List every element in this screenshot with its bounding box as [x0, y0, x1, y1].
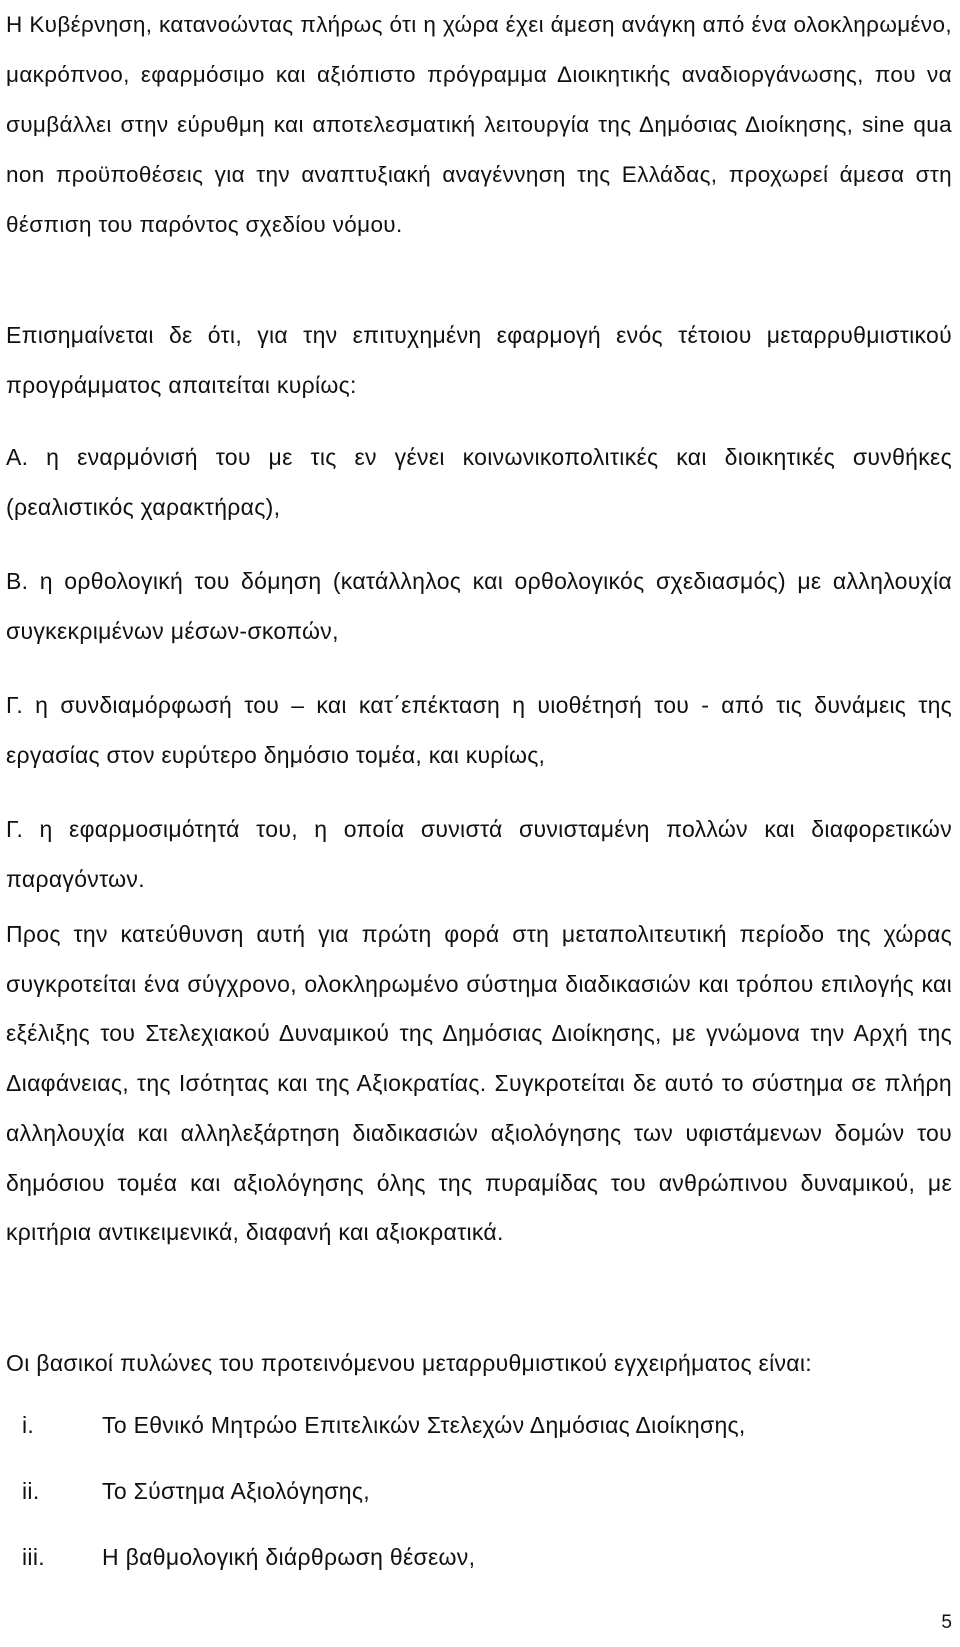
list-item [6, 1400, 952, 1450]
paragraph-system: Προς την κατεύθυνση αυτή για πρώτη φορά στη μεταπολιτευτική περίοδο της χώρας συγκροτείται ένα σύγχρονο, ολοκληρωμένο σύστημα διαδικασιών και τρόπου επιλογής και εξέλιξης του Στελεχιακού Δυναμικού της Δημόσιας Διοίκησης, με γνώμονα την Αρχή της Διαφάνειας, της Ισότητας και της Αξιοκρατίας. Συγκροτείται δε αυτό το σύστημα σε πλήρη αλληλουχία και αλληλεξάρτηση διαδικασιών αξιολόγησης των υφιστάμενων δομών του δημόσιου τομέα και αξιολόγησης όλης της πυραμίδας του ανθρώπινου δυναμικού, με κριτήρια αντικειμενικά, διαφανή και αξιοκρατικά. [6, 921, 952, 1246]
paragraph-intro: Η Κυβέρνηση, κατανοώντας πλήρως ότι η χώρα έχει άμεση ανάγκη από ένα ολοκληρωμένο, μακρόπνοο, εφαρμόσιμο και αξιόπιστο πρόγραμμα Διοικητικής αναδιοργάνωσης, που να συμβάλλει στην εύρυθμη και αποτελεσματική λειτουργία της Δημόσιας Διοίκησης, sine qua non προϋποθέσεις για την αναπτυξιακή αναγέννηση της Ελλάδας, προχωρεί άμεσα στη θέσπιση του παρόντος σχεδίου νόμου. [6, 12, 952, 237]
list-item-text: Το Σύστημα Αξιολόγησης, [102, 1478, 370, 1504]
paragraph-requirements: Επισημαίνεται δε ότι, για την επιτυχημένη εφαρμογή ενός τέτοιου μεταρρυθμιστικού προγράμματος απαιτείται κυρίως: [6, 322, 952, 398]
requirement-item-a: Α. η εναρμόνισή του με τις εν γένει κοινωνικοπολιτικές και διοικητικές συνθήκες (ρεαλιστικός χαρακτήρας), [6, 444, 952, 520]
paragraph-pillars-intro: Οι βασικοί πυλώνες του προτεινόμενου μεταρρυθμιστικού εγχειρήματος είναι: [6, 1350, 812, 1376]
list-item-number: i. [22, 1412, 35, 1438]
requirement-item-c: Γ. η συνδιαμόρφωσή του – και κατ΄επέκταση η υιοθέτησή του - από τις δυνάμεις της εργασίας στον ευρύτερο δημόσιο τομέα, και κυρίως, [6, 692, 952, 768]
requirement-item-b: Β. η ορθολογική του δόμηση (κατάλληλος και ορθολογικός σχεδιασμός) με αλληλουχία συγκεκριμένων μέσων-σκοπών, [6, 568, 952, 644]
list-item-number: iii. [22, 1544, 45, 1570]
page-number: 5 [941, 1612, 952, 1633]
list-item [6, 1466, 952, 1516]
requirement-item-d: Γ. η εφαρμοσιμότητά του, η οποία συνιστά συνισταμένη πολλών και διαφορετικών παραγόντων. [6, 816, 952, 892]
list-item-text: Η βαθμολογική διάρθρωση θέσεων, [102, 1544, 476, 1570]
list-item-text: Το Εθνικό Μητρώο Επιτελικών Στελεχών Δημόσιας Διοίκησης, [102, 1412, 746, 1438]
list-item [6, 1532, 952, 1582]
list-item-number: ii. [22, 1478, 40, 1504]
